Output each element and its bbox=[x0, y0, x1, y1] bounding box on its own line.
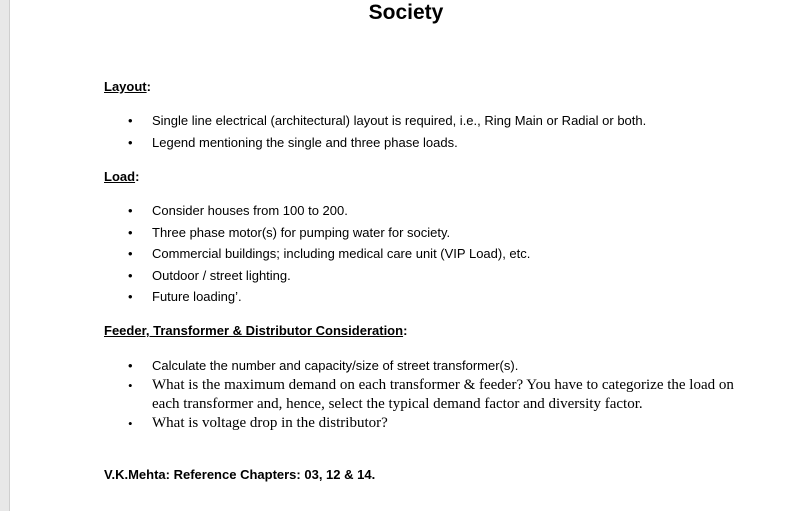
list-item-text: Three phase motor(s) for pumping water for society. bbox=[152, 224, 451, 240]
list-item bbox=[104, 265, 744, 287]
section-heading-load-colon: : bbox=[135, 169, 140, 184]
page-title: Society bbox=[368, 1, 444, 24]
list-item-text: What is voltage drop in the distributor? bbox=[152, 415, 388, 431]
bullet-icon: • bbox=[128, 378, 133, 393]
list-item-text: Outdoor / street lighting. bbox=[152, 267, 291, 283]
list-item-text: Calculate the number and capacity/size of street transformer(s). bbox=[152, 358, 519, 373]
bullet-icon: • bbox=[128, 416, 133, 431]
list-item bbox=[104, 132, 744, 154]
section-heading-layout bbox=[104, 79, 151, 95]
list-item bbox=[104, 414, 744, 433]
bullet-icon: • bbox=[128, 289, 133, 304]
bullet-icon: • bbox=[128, 358, 133, 373]
list-item bbox=[104, 286, 744, 308]
section-heading-layout-text: Layout bbox=[104, 79, 147, 94]
bullet-icon: • bbox=[128, 113, 133, 128]
layout-list bbox=[104, 110, 744, 153]
list-item-text: What is the maximum demand on each transformer & feeder? You have to categorize the load on each transformer and, hence, select the typical demand factor and diversity factor. bbox=[152, 377, 734, 412]
list-item-text: Single line electrical (architectural) layout is required, i.e., Ring Main or Radial or both. bbox=[152, 113, 647, 128]
load-list bbox=[104, 200, 744, 308]
viewer-left-edge bbox=[0, 0, 10, 511]
list-item bbox=[104, 376, 744, 414]
section-heading-layout-colon: : bbox=[146, 79, 151, 94]
list-item-text: Legend mentioning the single and three phase loads. bbox=[152, 134, 458, 150]
list-item bbox=[104, 222, 744, 244]
bullet-icon: • bbox=[128, 203, 133, 218]
list-item bbox=[104, 200, 744, 222]
list-item bbox=[104, 110, 744, 132]
section-heading-load-text: Load bbox=[104, 169, 136, 184]
bullet-icon: • bbox=[128, 267, 133, 283]
section-heading-feeder bbox=[104, 323, 407, 339]
section-heading-feeder-colon: : bbox=[403, 323, 408, 338]
list-item-text: Consider houses from 100 to 200. bbox=[152, 203, 348, 218]
list-item-text: Commercial buildings; including medical care unit (VIP Load), etc. bbox=[152, 246, 531, 261]
feeder-list bbox=[104, 356, 744, 433]
bullet-icon: • bbox=[128, 224, 133, 240]
list-item bbox=[104, 243, 744, 265]
bullet-icon: • bbox=[128, 246, 133, 261]
reference-note: V.K.Mehta: Reference Chapters: 03, 12 & 14. bbox=[104, 467, 376, 482]
list-item-text: Future loading’. bbox=[152, 289, 242, 304]
list-item bbox=[104, 356, 744, 376]
section-heading-feeder-text: Feeder, Transformer & Distributor Consideration bbox=[104, 323, 404, 338]
section-heading-load bbox=[104, 169, 139, 185]
bullet-icon: • bbox=[128, 134, 133, 150]
